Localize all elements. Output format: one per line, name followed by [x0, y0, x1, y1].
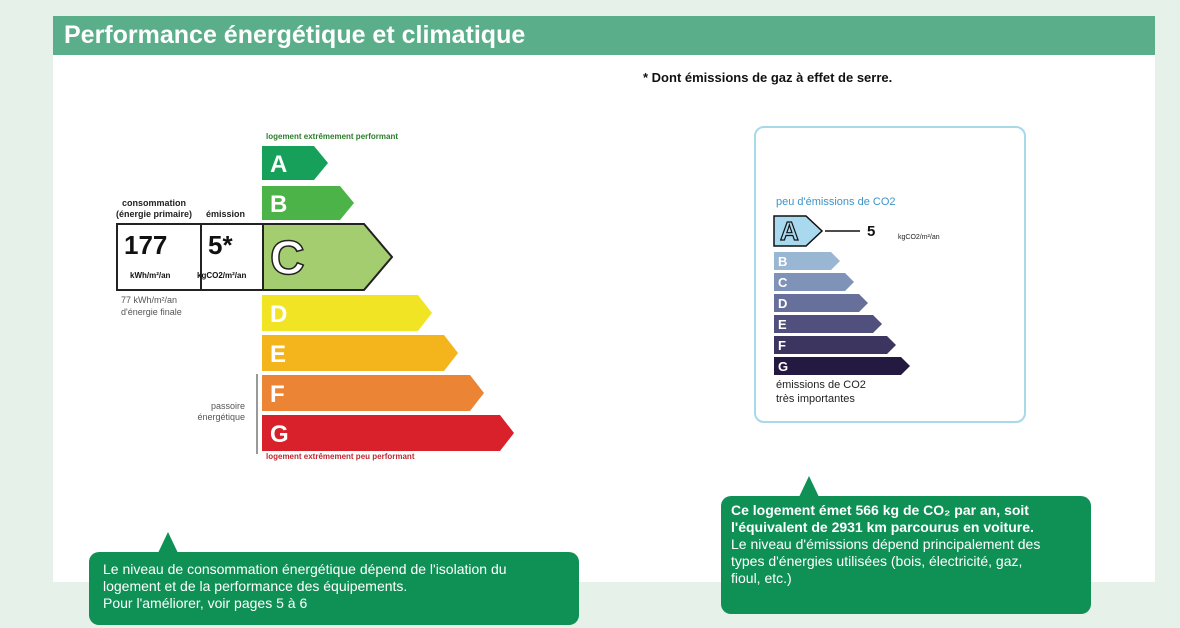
consumption-info-bubble [89, 552, 579, 625]
co2-emissions-card [754, 126, 1026, 423]
ghg-footnote: * Dont émissions de gaz à effet de serre. [643, 70, 893, 85]
primary-energy-label: (énergie primaire) [116, 209, 193, 219]
bubble-left-line-3: Pour l'améliorer, voir pages 5 à 6 [103, 595, 308, 611]
dpe-bar-f [262, 375, 484, 411]
ges-bar-label-d: D [778, 296, 788, 311]
ges-bar-e [774, 315, 882, 333]
ges-bottom-label-2: très importantes [776, 393, 855, 405]
bubble-right-line-3: Le niveau d'émissions dépend principalement des [731, 536, 1041, 552]
passoire-label: passoire [210, 401, 245, 411]
dpe-class-bars [262, 146, 514, 451]
ges-top-label: peu d'émissions de CO2 [776, 196, 896, 208]
bubble-right-line-1: Ce logement émet 566 kg de CO₂ par an, soit [731, 502, 1029, 518]
ges-bar-g [774, 357, 910, 375]
bubble-left-pointer [156, 530, 180, 554]
emission-unit: kgCO2/m²/an [197, 271, 247, 280]
final-energy-value: 77 kWh/m²/an [121, 295, 178, 305]
dpe-bar-label-e: E [270, 341, 287, 368]
dpe-bar-g [262, 415, 514, 451]
ges-bar-label-f: F [778, 338, 786, 353]
emissions-info-bubble [721, 496, 1091, 614]
bubble-right-line-2: l'équivalent de 2931 km parcourus en voiture. [731, 519, 1034, 535]
consumption-value: 177 [124, 230, 168, 260]
consumption-unit: kWh/m²/an [130, 271, 171, 280]
consumption-label: consommation [122, 198, 187, 208]
bubble-right-line-4: types d'énergies utilisées (bois, électricité, gaz, [731, 553, 1023, 569]
emission-label: émission [206, 209, 246, 219]
section-title: Performance énergétique et climatique [53, 16, 1155, 55]
dpe-bar-label-a: A [270, 151, 288, 178]
ges-class-bars [774, 216, 910, 375]
dpe-bar-e [262, 335, 458, 371]
dpe-bottom-label: logement extrêmement peu performant [266, 452, 415, 461]
dpe-bar-label-f: F [270, 381, 285, 408]
ges-bottom-label: émissions de CO2 [776, 379, 866, 391]
ges-scale [756, 128, 1024, 421]
dpe-bar-d [262, 295, 432, 331]
ges-bar-label-g: G [778, 359, 789, 374]
passoire-label-2: énergétique [197, 412, 245, 422]
ges-value: 5 [867, 223, 876, 240]
bubble-left-line-2: logement et de la performance des équipements. [103, 578, 408, 594]
ges-bar-d [774, 294, 868, 312]
final-energy-label: d'énergie finale [121, 307, 182, 317]
ges-bar-label-c: C [778, 275, 788, 290]
dpe-bar-label-d: D [270, 301, 288, 328]
ges-bar-label-e: E [778, 317, 787, 332]
bubble-left-line-1: Le niveau de consommation énergétique dépend de l'isolation du [103, 561, 507, 577]
dpe-bar-label-c: C [270, 232, 305, 285]
energy-scale [110, 126, 540, 466]
bubble-right-line-5: fioul, etc.) [731, 570, 792, 586]
emission-value: 5* [208, 230, 233, 260]
dpe-bar-label-b: B [270, 191, 288, 218]
bubble-right-pointer [797, 474, 821, 498]
ges-unit: kgCO2/m²/an [898, 234, 940, 241]
dpe-bar-label-g: G [270, 421, 289, 448]
ges-bar-label-a: A [780, 216, 799, 246]
ges-bar-f [774, 336, 896, 354]
ges-bar-label-b: B [778, 254, 788, 269]
dpe-top-label: logement extrêmement performant [266, 132, 399, 141]
